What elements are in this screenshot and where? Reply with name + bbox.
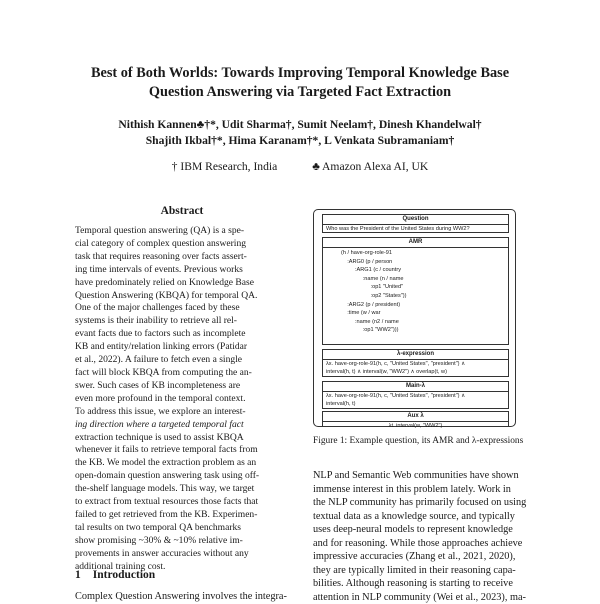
abstract-line: failed to get retrieved from the KB. Experimen-: [75, 509, 279, 522]
main-lambda-line: λx. have-org-role-91(h, c, "United States", "president") ∧: [323, 392, 508, 400]
aux-lambda-box: [322, 411, 509, 427]
section-title: Introduction: [93, 569, 155, 581]
question-label: Question: [323, 215, 508, 225]
lambda-box: [322, 349, 509, 377]
abstract-line: systems is their inability to retrieve all rel-: [75, 315, 279, 328]
affiliation: † IBM Research, India: [172, 160, 278, 173]
body-line: impressive accuracies (Zhang et al., 2021, 2020),: [313, 550, 528, 564]
amr-line: :op1 "United": [341, 283, 508, 292]
lambda-line: λx. have-org-role-91(h, c, "United States", "president") ∧: [323, 360, 508, 368]
affiliation: ♣ Amazon Alexa AI, UK: [312, 160, 428, 173]
intro-first-line: Complex Question Answering involves the integra-: [75, 591, 290, 602]
abstract-line: extraction technique is used to assist KBQA: [75, 432, 279, 445]
amr-line: :op2 "States")): [341, 292, 508, 301]
main-lambda-label: Main-λ: [323, 382, 508, 392]
main-lambda-line: interval(h, t): [323, 400, 508, 408]
amr-graph: [323, 248, 508, 335]
body-line: immense interest in this problem lately. Work in: [313, 483, 528, 497]
body-line: they are typically limited in their reasoning capa-: [313, 564, 528, 578]
section-number: 1: [75, 569, 81, 581]
main-lambda-box: [322, 381, 509, 409]
abstract-line: To address this issue, we explore an interest-: [75, 406, 279, 419]
abstract-line: task that requires reasoning over facts assert-: [75, 251, 279, 264]
author-list: [40, 117, 560, 149]
affiliations: [40, 160, 560, 173]
abstract-line: cial category of complex question answering: [75, 238, 279, 251]
title-line: Best of Both Worlds: Towards Improving Temporal Knowledge Base: [40, 64, 560, 83]
amr-line: :name (n / name: [341, 275, 508, 284]
abstract-line: additional training cost.: [75, 561, 279, 574]
abstract-line: Question Answering (KBQA) for temporal QA.: [75, 290, 279, 303]
abstract-line: ing time intervals of events. Previous works: [75, 264, 279, 277]
abstract-line: open-domain question answering task using off-: [75, 470, 279, 483]
aux-lambda-label: Aux λ: [323, 412, 508, 422]
section-heading: [75, 569, 155, 581]
amr-line: (h / have-org-role-91: [341, 249, 508, 258]
right-column-body: [313, 469, 528, 604]
abstract-line: show promising ~30% & ~10% relative im-: [75, 535, 279, 548]
abstract-line: provements in answer accuracies without any: [75, 548, 279, 561]
authors-line: Shajith Ikbal†*, Hima Karanam†*, L Venkata Subramaniam†: [40, 133, 560, 149]
abstract-line: Temporal question answering (QA) is a spe-: [75, 225, 279, 238]
abstract-body: [75, 225, 279, 573]
amr-line: :ARG2 (p / president): [341, 301, 508, 310]
title-line: Question Answering via Targeted Fact Extraction: [40, 83, 560, 102]
body-line: textual data as a knowledge source, and typically: [313, 510, 528, 524]
abstract-heading: Abstract: [72, 205, 292, 217]
abstract-line: tal results on two temporal QA benchmarks: [75, 522, 279, 535]
body-line: uses deep-neural models to represent knowledge: [313, 523, 528, 537]
paper-title: [40, 64, 560, 102]
amr-line: :name (n2 / name: [341, 318, 508, 327]
abstract-line: ing direction where a targeted temporal fact: [75, 419, 279, 432]
body-line: attention in NLP community (Wei et al., 2023), ma-: [313, 591, 528, 604]
question-box: [322, 214, 509, 233]
aux-lambda-line: λt. interval(w, "WW2"): [323, 422, 508, 430]
abstract-line: whenever it fails to retrieve temporal facts from: [75, 444, 279, 457]
figure-1: [313, 209, 516, 427]
lambda-line: interval(h, t) ∧ interval(w, "WW2") ∧ overlap(t, w): [323, 368, 508, 376]
body-line: NLP and Semantic Web communities have shown: [313, 469, 528, 483]
amr-label: AMR: [323, 238, 508, 248]
body-line: bilities. Although reasoning is starting to receive: [313, 577, 528, 591]
abstract-line: swer. Such cases of KB incompleteness are: [75, 380, 279, 393]
abstract-line: KB and entity/relation linking errors (Patidar: [75, 341, 279, 354]
body-line: the NLP community has primarily focused on using: [313, 496, 528, 510]
lambda-label: λ-expression: [323, 350, 508, 360]
amr-line: :op1 "WW2"))): [341, 326, 508, 335]
body-line: and for reasoning. While those approaches achieve: [313, 537, 528, 551]
amr-line: :ARG1 (c / country: [341, 266, 508, 275]
abstract-line: even more profound in the temporal context.: [75, 393, 279, 406]
abstract-line: have predominately relied on Knowledge Base: [75, 277, 279, 290]
abstract-line: to extract from textual resources those facts that: [75, 496, 279, 509]
amr-box: [322, 237, 509, 345]
abstract-line: fact will block KBQA from computing the an-: [75, 367, 279, 380]
figure-caption: Figure 1: Example question, its AMR and λ-expressions: [313, 436, 538, 446]
abstract-line: the-shelf language models. This way, we target: [75, 483, 279, 496]
authors-line: Nithish Kannen♣†*, Udit Sharma†, Sumit Neelam†, Dinesh Khandelwal†: [40, 117, 560, 133]
question-text: Who was the President of the United States during WW2?: [323, 225, 508, 233]
amr-line: :ARG0 (p / person: [341, 258, 508, 267]
amr-line: :time (w / war: [341, 309, 508, 318]
abstract-line: One of the major challenges faced by these: [75, 302, 279, 315]
abstract-line: the KB. We model the extraction problem as an: [75, 457, 279, 470]
abstract-line: et al., 2022). A failure to fetch even a single: [75, 354, 279, 367]
abstract-line: evant facts due to factors such as incomplete: [75, 328, 279, 341]
